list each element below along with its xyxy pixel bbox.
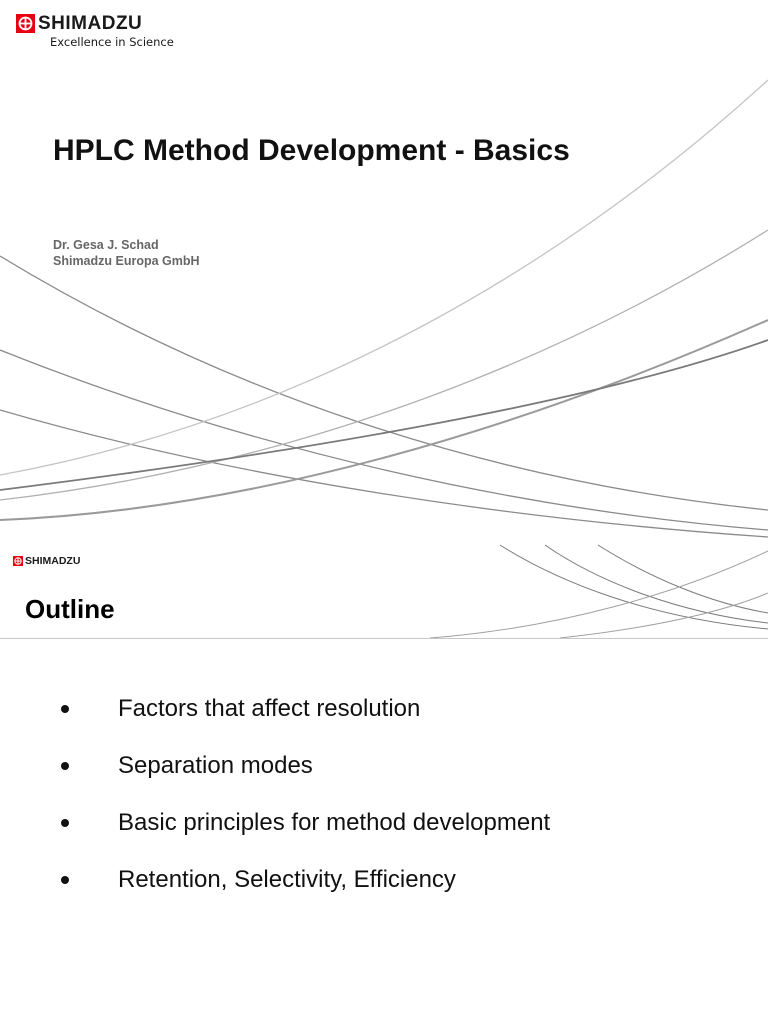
outline-slide	[0, 543, 768, 1024]
bullet-text: Basic principles for method development	[118, 809, 551, 836]
slide-title: HPLC Method Development - Basics	[53, 134, 570, 167]
shimadzu-logo	[16, 14, 174, 49]
list-item	[0, 750, 768, 807]
logo-brand-text: SHIMADZU	[25, 555, 81, 567]
title-divider	[0, 638, 768, 639]
list-item	[0, 807, 768, 864]
bullet-dot-icon	[61, 876, 69, 884]
author-company: Shimadzu Europa GmbH	[53, 254, 200, 268]
bullet-text: Separation modes	[118, 752, 313, 779]
list-item	[0, 864, 768, 921]
bullet-dot-icon	[61, 705, 69, 713]
shimadzu-logo-small	[13, 556, 80, 566]
decorative-curves-header	[0, 543, 768, 643]
bullet-text: Factors that affect resolution	[118, 695, 421, 722]
author-name: Dr. Gesa J. Schad	[53, 238, 159, 252]
list-item	[0, 693, 768, 750]
bullet-list	[0, 693, 768, 921]
logo-brand-text: SHIMADZU	[38, 13, 143, 34]
bullet-dot-icon	[61, 762, 69, 770]
slide-title: Outline	[25, 594, 115, 624]
shimadzu-cross-circle-icon	[13, 556, 23, 566]
bullet-dot-icon	[61, 819, 69, 827]
logo-tagline: Excellence in Science	[50, 35, 174, 49]
shimadzu-cross-circle-icon	[16, 14, 35, 33]
bullet-text: Retention, Selectivity, Efficiency	[118, 866, 456, 893]
